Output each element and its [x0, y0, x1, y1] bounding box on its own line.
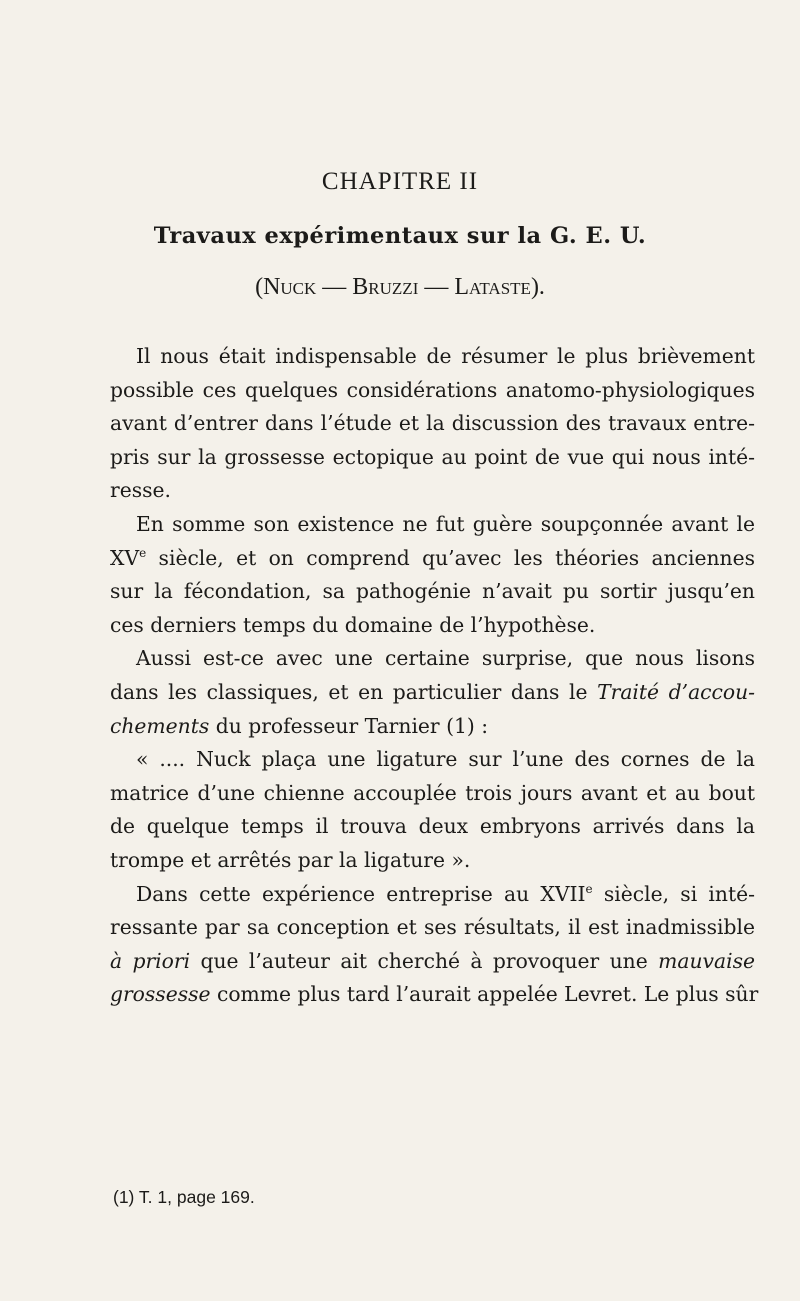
text-line: Aussi est-ce avec une certaine surprise, que nous lisons [136, 646, 755, 671]
text-fragment: que l’auteur ait cherché à provoquer une [190, 948, 659, 973]
text-line: ces derniers temps du domaine de l’hypothèse. [110, 612, 596, 637]
chapter-heading: CHAPITRE II [321, 168, 479, 195]
author-name-nuck: Nuck [263, 274, 317, 300]
text-fragment: Dans cette expérience entreprise au XVII [136, 881, 586, 906]
text-line [110, 710, 755, 744]
text-line [110, 945, 755, 979]
subtitle-dash: — [418, 274, 455, 300]
chapter-subtitle [0, 274, 800, 301]
subtitle-open-paren: ( [255, 274, 264, 300]
book-title-italic: Traité d’accou- [597, 679, 756, 704]
footnote: (1) T. 1, page 169. [113, 1187, 255, 1207]
superscript: e [139, 545, 147, 560]
text-line: possible ces quelques considérations anatomo-physiologiques [110, 377, 755, 402]
text-line: resse. [110, 478, 171, 503]
century-numeral: XV [110, 545, 140, 570]
text-fragment: dans les classiques, et en particulier dans le [110, 679, 598, 704]
text-line: pris sur la grossesse ectopique au point de vue qui nous inté- [110, 444, 755, 469]
chapter-title: Travaux expérimentaux sur la G. E. U. [153, 223, 647, 249]
italic-phrase: à priori [110, 948, 191, 973]
text-line: avant d’entrer dans l’étude et la discussion des travaux entre- [110, 411, 755, 436]
superscript: e [585, 881, 593, 896]
body-text [110, 340, 759, 1012]
subtitle-close-paren: ). [530, 274, 545, 300]
text-fragment: comme plus tard l’aurait appelée Levret. Le plus sûr [210, 982, 759, 1007]
text-line [110, 978, 759, 1012]
quote-line: trompe et arrêtés par la ligature ». [110, 847, 471, 872]
text-line [110, 676, 755, 710]
text-line: ressante par sa conception et ses résultats, il est inadmissible [110, 915, 755, 940]
italic-phrase: mauvaise [658, 948, 755, 973]
author-name-bruzzi: Bruzzi [352, 274, 419, 300]
text-line: En somme son existence ne fut guère soupçonnée avant le [136, 511, 755, 536]
text-fragment: siècle, et on comprend qu’avec les théories anciennes [146, 545, 755, 570]
quote-line: « .... Nuck plaça une ligature sur l’une des cornes de la [136, 747, 755, 772]
text-fragment: du professeur Tarnier (1) : [209, 713, 489, 738]
text-line [110, 878, 755, 912]
text-line: Il nous était indispensable de résumer le plus brièvement [136, 344, 755, 368]
subtitle-dash: — [316, 274, 353, 300]
quote-line: matrice d’une chienne accouplée trois jours avant et au bout [110, 780, 755, 805]
italic-phrase: grossesse [110, 982, 211, 1007]
text-line: sur la fécondation, sa pathogénie n’avait pu sortir jusqu’en [110, 579, 755, 604]
author-name-lataste: Lataste [454, 274, 531, 300]
text-fragment: siècle, si inté- [592, 881, 755, 906]
text-line [110, 542, 755, 576]
quote-line: de quelque temps il trouva deux embryons arrivés dans la [110, 814, 755, 839]
book-title-italic: chements [110, 713, 210, 738]
